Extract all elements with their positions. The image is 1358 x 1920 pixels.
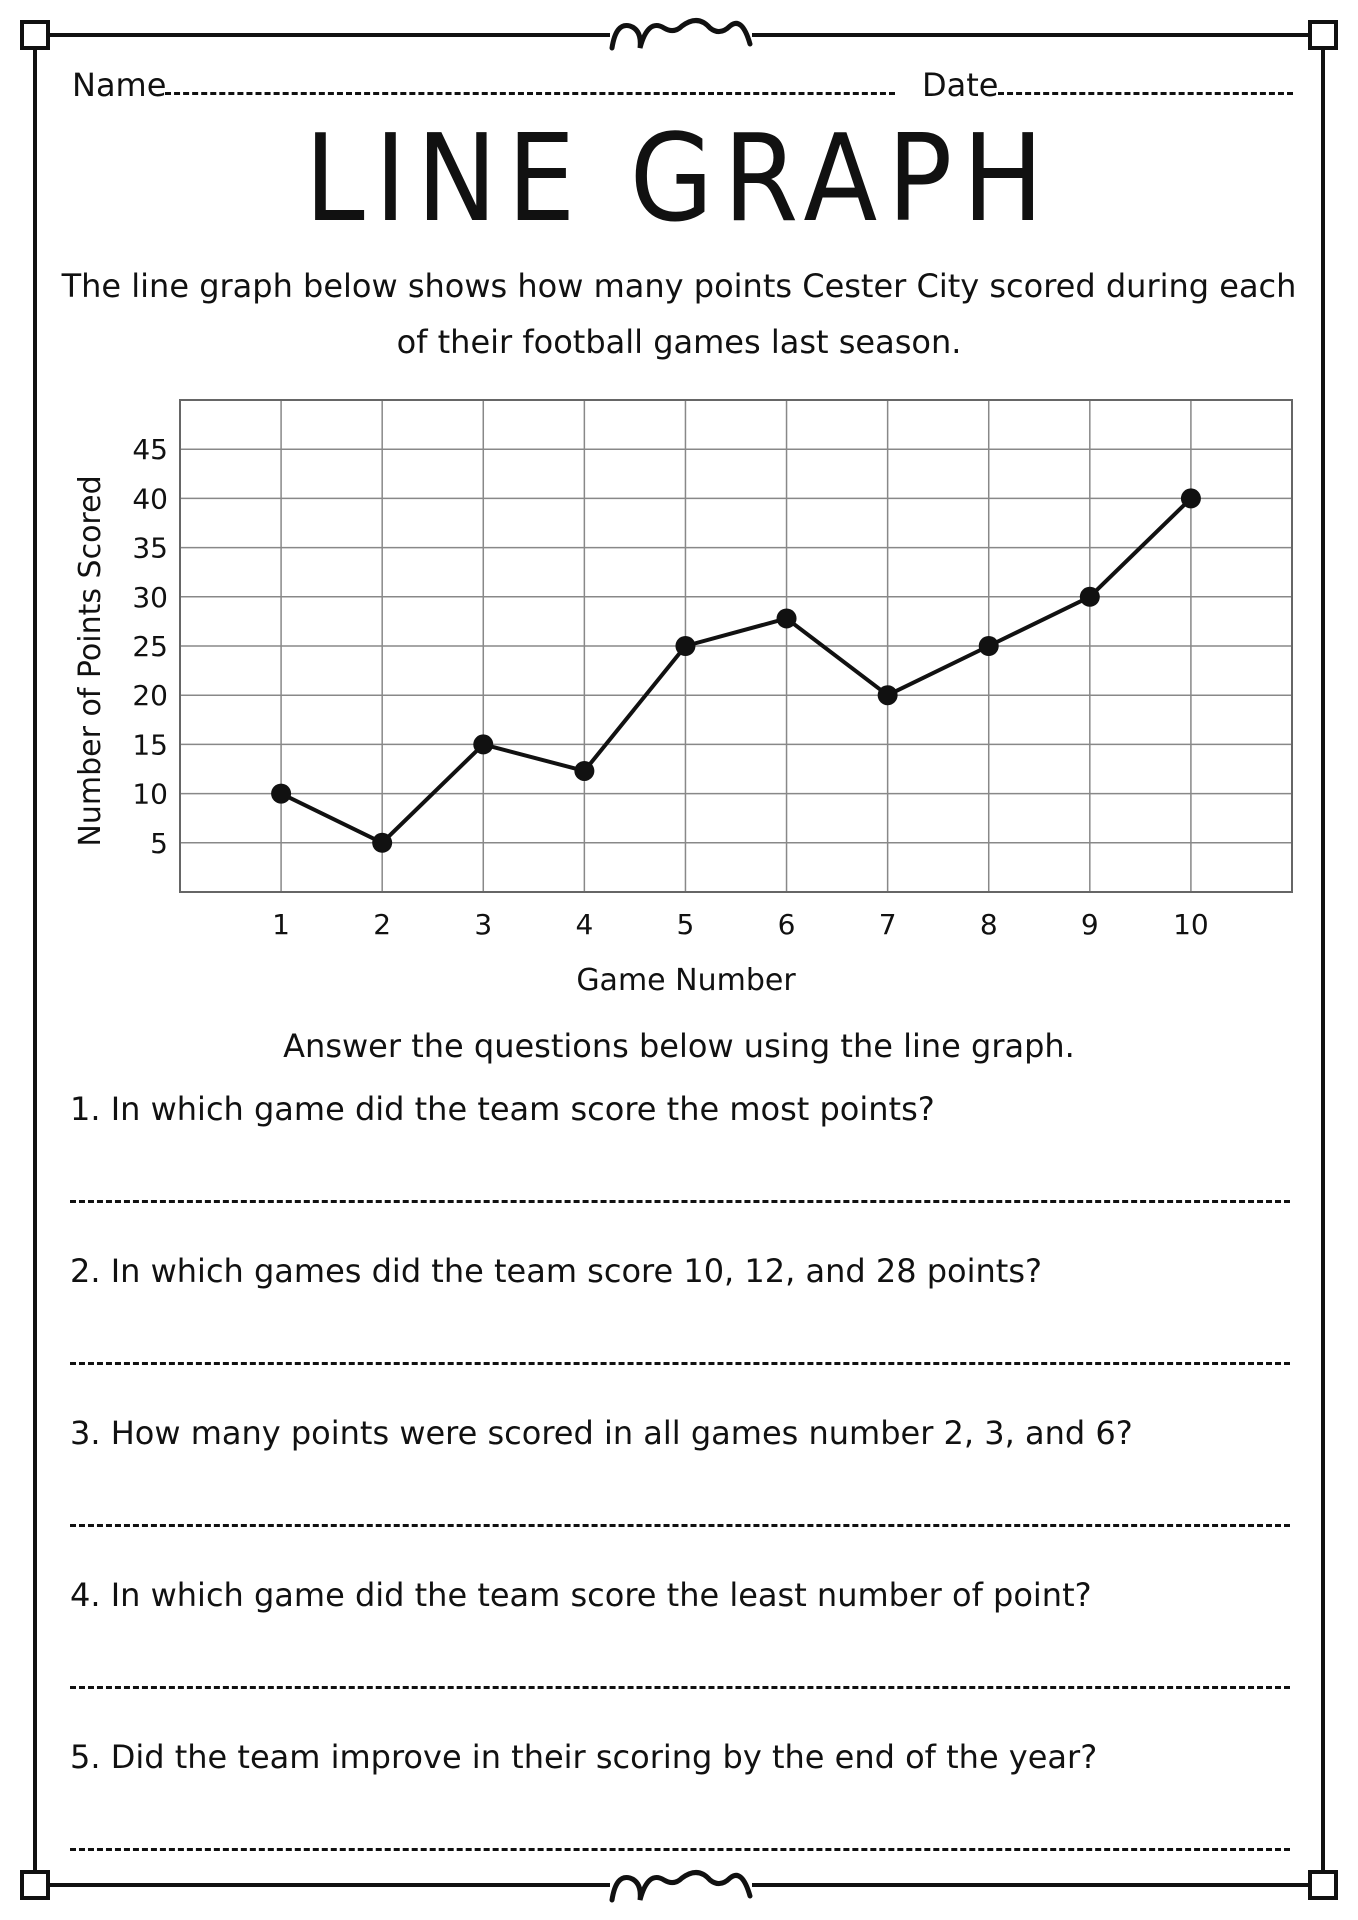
y-tick-label: 30 [132,580,168,614]
answer-line-3[interactable] [70,1524,1290,1527]
x-tick-label: 5 [676,908,695,941]
y-tick-label: 25 [132,630,168,663]
data-point [878,685,898,705]
y-tick-label: 35 [132,531,168,565]
data-point [1181,488,1201,508]
y-tick-label: 15 [132,728,168,762]
corner-ornament [1310,1872,1336,1898]
data-point [979,636,999,656]
squiggle-ornament [610,1872,752,1900]
y-tick-label: 20 [132,679,168,713]
x-tick-label: 7 [878,908,897,941]
answer-line-5[interactable] [70,1848,1290,1851]
x-axis-label: Game Number [576,963,796,998]
y-tick-label: 45 [132,433,168,467]
line-chart [60,390,1310,1010]
intro-text: The line graph below shows how many points Cester City scored during each of their football games last season. [61,267,1297,361]
corner-ornament [22,1872,48,1898]
question-4: 4. In which game did the team score the least number of point? [70,1576,1092,1614]
date-label: Date [922,66,999,104]
x-tick-label: 2 [373,908,392,941]
y-tick-label: 5 [150,826,168,860]
question-2: 2. In which games did the team score 10, 12, and 28 points? [70,1252,1042,1290]
data-point [1080,587,1100,607]
data-point [271,784,291,804]
x-tick-label: 4 [575,908,594,941]
question-1: 1. In which game did the team score the most points? [70,1090,935,1128]
x-tick-label: 9 [1080,908,1099,941]
question-5: 5. Did the team improve in their scoring by the end of the year? [70,1738,1098,1776]
data-point [675,636,695,656]
series-line [281,498,1191,842]
y-tick-label: 10 [132,777,168,811]
name-field[interactable] [165,92,895,95]
answer-line-1[interactable] [70,1200,1290,1203]
x-tick-label: 10 [1173,908,1209,941]
page-title: LINE GRAPH [304,110,1054,249]
y-tick-label: 40 [132,482,168,516]
corner-ornament [22,22,48,48]
data-point [372,833,392,853]
name-label: Name [72,66,167,104]
x-tick-label: 3 [474,908,493,941]
x-tick-label: 6 [777,908,796,941]
date-field[interactable] [998,92,1293,95]
squiggle-ornament [610,20,752,48]
data-point [777,608,797,628]
data-point [473,734,493,754]
x-tick-label: 8 [979,908,998,941]
data-point [574,761,594,781]
y-axis-label: Number of Points Scored [73,475,108,847]
x-tick-label: 1 [272,908,291,941]
corner-ornament [1310,22,1336,48]
question-3: 3. How many points were scored in all games number 2, 3, and 6? [70,1414,1133,1452]
answer-line-2[interactable] [70,1362,1290,1365]
answer-line-4[interactable] [70,1686,1290,1689]
instructions-text: Answer the questions below using the line graph. [283,1027,1075,1065]
